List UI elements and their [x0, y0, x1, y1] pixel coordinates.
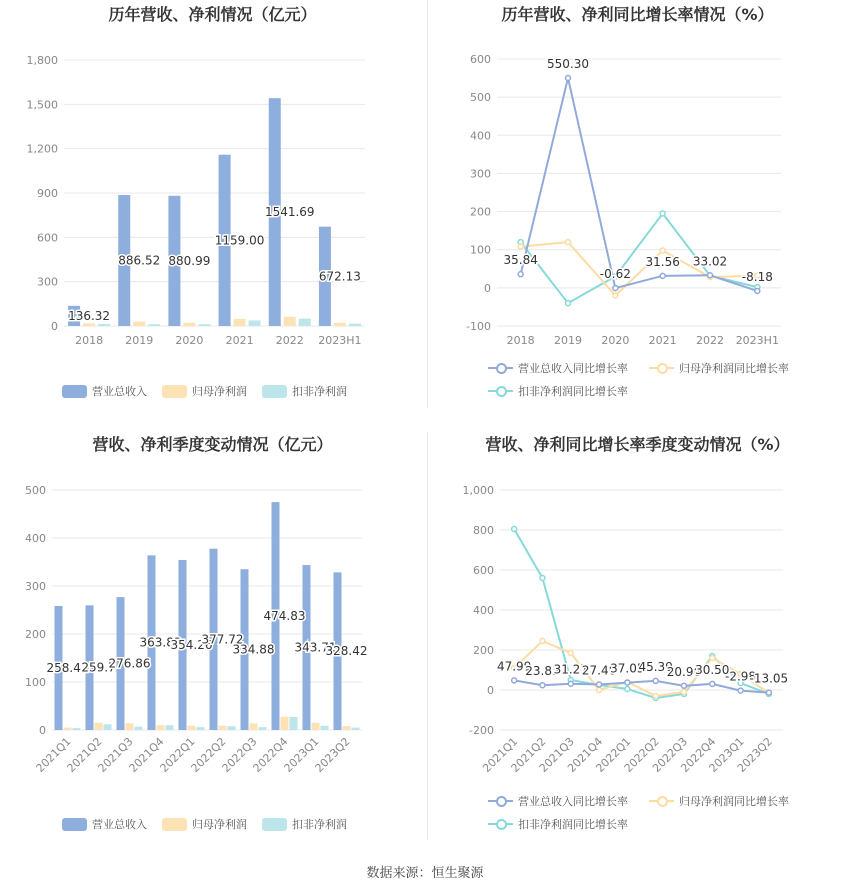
- data-label: 354.26: [170, 637, 213, 652]
- x-tick-label: 2022Q2: [621, 734, 662, 775]
- legend-label: 归母净利润同比增长率: [679, 362, 789, 375]
- chart-quarterly-growth-rate: [425, 430, 850, 855]
- data-point: [710, 656, 715, 661]
- data-point: [540, 576, 545, 581]
- data-point: [540, 639, 545, 644]
- data-point: [597, 688, 602, 693]
- data-point: [681, 690, 686, 695]
- y-tick-label: 900: [37, 187, 58, 200]
- y-tick-label: 0: [487, 684, 494, 697]
- data-label: 334.88: [232, 642, 275, 657]
- bar: [64, 728, 72, 730]
- y-tick-label: 200: [25, 628, 46, 641]
- line-chart-svg: [425, 430, 850, 855]
- bar: [228, 726, 236, 730]
- y-tick-label: 500: [25, 484, 46, 497]
- legend-swatch: [488, 817, 513, 831]
- x-tick-label: 2022: [696, 334, 724, 347]
- legend-label: 归母净利润: [192, 385, 247, 398]
- legend-item-revenue-growth[interactable]: [488, 793, 628, 809]
- legend-swatch: [62, 818, 87, 831]
- y-tick-label: 1,200: [26, 142, 58, 156]
- data-point: [597, 682, 602, 687]
- data-point: [518, 244, 523, 249]
- x-tick-label: 2018: [75, 334, 104, 347]
- data-label: 31.27: [553, 662, 588, 677]
- bar: [349, 324, 361, 326]
- y-tick-label: 300: [25, 580, 46, 593]
- y-tick-label: 200: [470, 205, 491, 219]
- x-tick-label: 2018: [506, 334, 535, 347]
- data-label: -13.05: [749, 671, 789, 686]
- data-point: [660, 273, 665, 278]
- data-point: [518, 272, 523, 277]
- bar: [83, 323, 95, 326]
- data-point: [625, 680, 630, 685]
- data-point: [766, 690, 771, 695]
- data-point: [710, 681, 715, 686]
- data-point: [660, 248, 665, 253]
- legend-swatch: [488, 361, 513, 375]
- data-label: 31.56: [645, 254, 680, 269]
- data-point: [613, 286, 618, 291]
- legend-item-parent-profit[interactable]: [162, 383, 247, 399]
- x-tick-label: 2021Q4: [565, 734, 606, 775]
- x-tick-label: 2022: [275, 334, 304, 347]
- y-tick-label: 500: [470, 91, 491, 105]
- y-tick-label: 1,500: [26, 98, 58, 112]
- y-tick-label: 200: [473, 644, 494, 657]
- data-label: 20.96: [666, 664, 702, 679]
- bar-chart-svg: [0, 430, 425, 855]
- panel-divider: [427, 432, 428, 840]
- data-label: 30.50: [695, 662, 730, 677]
- legend-label: 归母净利润: [192, 818, 247, 831]
- data-point: [660, 211, 665, 216]
- bar: [133, 322, 145, 326]
- x-tick-label: 2023Q1: [706, 734, 747, 775]
- data-label: 672.13: [318, 269, 361, 284]
- data-label: 259.7: [81, 660, 116, 675]
- data-point: [566, 301, 571, 306]
- data-point: [755, 288, 760, 293]
- x-tick-label: 2022Q3: [219, 734, 260, 775]
- data-label: 377.72: [201, 632, 244, 647]
- legend-item-deducted-profit[interactable]: [262, 383, 347, 399]
- legend-swatch: [262, 385, 287, 398]
- data-point: [568, 651, 573, 656]
- legend-label: 扣非净利润同比增长率: [518, 385, 628, 398]
- bar: [334, 323, 346, 326]
- bar: [157, 725, 165, 730]
- y-tick-label: 100: [470, 243, 491, 257]
- panel-divider: [427, 0, 428, 408]
- x-tick-label: 2022Q2: [188, 734, 229, 775]
- y-tick-label: -100: [466, 320, 491, 333]
- bar: [135, 727, 143, 730]
- bar: [95, 723, 103, 730]
- legend-item-revenue-growth[interactable]: [488, 360, 628, 376]
- data-point: [613, 293, 618, 298]
- data-source: 数据来源：恒生聚源: [366, 866, 484, 881]
- data-point: [681, 683, 686, 688]
- data-label: 328.42: [325, 644, 368, 659]
- bar: [197, 727, 205, 730]
- legend-item-deducted-growth[interactable]: [488, 816, 628, 832]
- data-label: -8.18: [741, 269, 773, 284]
- legend-swatch: [162, 818, 187, 831]
- x-tick-label: 2019: [554, 334, 582, 347]
- x-tick-label: 2020: [175, 334, 204, 347]
- y-tick-label: 0: [51, 320, 58, 333]
- data-label: 136.32: [68, 308, 111, 323]
- data-point: [738, 688, 743, 693]
- y-tick-label: 400: [470, 129, 491, 143]
- bar: [98, 324, 110, 326]
- data-point: [566, 240, 571, 245]
- bar: [166, 725, 174, 730]
- legend-swatch: [162, 385, 187, 398]
- data-point: [512, 527, 517, 532]
- legend-swatch: [649, 361, 674, 375]
- data-label: 47.99: [496, 659, 532, 674]
- x-tick-label: 2021Q3: [95, 734, 136, 775]
- data-label: 1541.69: [264, 205, 315, 220]
- y-tick-label: 0: [39, 724, 46, 737]
- data-label: 1159.00: [214, 233, 265, 248]
- bar: [299, 319, 311, 326]
- x-tick-label: 2023Q1: [281, 734, 322, 775]
- chart-title: 营收、净利季度变动情况（亿元）: [92, 435, 333, 454]
- data-point: [512, 678, 517, 683]
- x-tick-label: 2021Q2: [64, 734, 105, 775]
- legend-item-deducted-profit[interactable]: [262, 816, 347, 832]
- data-point: [625, 687, 630, 692]
- bar: [148, 324, 160, 326]
- legend-swatch: [62, 385, 87, 398]
- x-tick-label: 2022Q3: [650, 734, 691, 775]
- data-label: -0.62: [599, 267, 631, 282]
- data-label: -2.98: [725, 669, 757, 684]
- bar: [219, 726, 227, 730]
- bar: [73, 728, 81, 730]
- bar: [249, 320, 261, 326]
- data-point: [653, 678, 658, 683]
- bar: [312, 723, 320, 730]
- data-label: 258.42: [46, 660, 89, 675]
- x-tick-label: 2023H1: [318, 334, 362, 347]
- legend-label: 营业总收入同比增长率: [518, 362, 628, 375]
- data-point: [568, 681, 573, 686]
- data-point: [653, 694, 658, 699]
- x-tick-label: 2021Q4: [126, 734, 167, 775]
- data-point: [540, 683, 545, 688]
- data-label: 35.84: [503, 253, 538, 268]
- data-label: 23.83: [525, 664, 560, 679]
- chart-annual-growth-rate: [425, 0, 850, 420]
- chart-title: 历年营收、净利情况（亿元）: [108, 5, 317, 24]
- y-tick-label: 800: [473, 524, 494, 537]
- legend-label: 营业总收入: [92, 818, 147, 831]
- data-label: 45.39: [638, 659, 673, 674]
- data-label: 474.83: [263, 609, 306, 624]
- x-tick-label: 2022Q4: [678, 734, 719, 775]
- legend-label: 扣非净利润: [292, 818, 347, 831]
- bar: [281, 717, 289, 730]
- legend-item-parent-growth[interactable]: [649, 360, 789, 376]
- bar: [352, 728, 360, 730]
- y-tick-label: -200: [469, 724, 494, 737]
- data-label: 550.30: [547, 56, 589, 71]
- legend-swatch: [488, 384, 513, 398]
- legend-swatch: [488, 794, 513, 808]
- data-point: [708, 273, 713, 278]
- chart-quarterly-revenue-profit: [0, 430, 425, 855]
- x-tick-label: 2023Q2: [312, 734, 353, 775]
- chart-annual-revenue-profit: [0, 0, 425, 420]
- bar: [259, 727, 267, 730]
- data-point: [566, 75, 571, 80]
- bar: [343, 726, 351, 730]
- bar: [188, 726, 196, 730]
- legend-label: 营业总收入同比增长率: [518, 795, 628, 808]
- y-tick-label: 400: [473, 604, 494, 617]
- x-tick-label: 2021Q1: [33, 734, 74, 775]
- data-label: 886.52: [118, 253, 161, 268]
- y-tick-label: 0: [484, 281, 491, 295]
- bar: [250, 723, 258, 730]
- legend-swatch: [649, 794, 674, 808]
- bar: [126, 723, 134, 730]
- legend-label: 扣非净利润: [292, 385, 347, 398]
- data-label: 33.02: [692, 254, 728, 269]
- x-tick-label: 2022Q1: [157, 734, 198, 775]
- y-tick-label: 600: [37, 231, 58, 245]
- data-label: 343.71: [294, 640, 337, 655]
- legend-item-parent-growth[interactable]: [649, 793, 789, 809]
- legend-swatch: [262, 818, 287, 831]
- y-tick-label: 300: [470, 167, 491, 181]
- data-label: 363.83: [139, 635, 182, 650]
- legend-label: 扣非净利润同比增长率: [518, 818, 628, 831]
- x-tick-label: 2019: [125, 334, 154, 347]
- legend-item-revenue[interactable]: [62, 816, 147, 832]
- x-tick-label: 2022Q4: [250, 734, 291, 775]
- x-tick-label: 2021Q2: [508, 734, 549, 775]
- x-tick-label: 2020: [601, 334, 630, 347]
- x-tick-label: 2023Q2: [734, 734, 775, 775]
- x-tick-label: 2021Q3: [536, 734, 577, 775]
- y-tick-label: 400: [25, 532, 46, 545]
- x-tick-label: 2022Q1: [593, 734, 634, 775]
- legend-item-revenue[interactable]: [62, 383, 147, 399]
- bar: [284, 317, 296, 326]
- bar: [234, 319, 246, 326]
- x-tick-label: 2021: [648, 334, 677, 347]
- legend-label: 营业总收入: [92, 385, 147, 398]
- bar-chart-svg: [0, 0, 425, 420]
- data-label: 880.99: [168, 253, 211, 268]
- y-tick-label: 300: [37, 275, 58, 289]
- y-tick-label: 600: [473, 564, 494, 577]
- data-label: 27.40: [581, 663, 617, 678]
- legend-item-deducted-growth[interactable]: [488, 383, 628, 399]
- chart-title: 营收、净利同比增长率季度变动情况（%）: [485, 435, 790, 454]
- bar: [290, 717, 298, 730]
- y-tick-label: 1,000: [462, 484, 494, 497]
- line-chart-svg: [425, 0, 850, 420]
- chart-title: 历年营收、净利同比增长率情况（%）: [501, 5, 774, 24]
- x-tick-label: 2021: [225, 334, 254, 347]
- bar: [104, 724, 112, 730]
- data-label: 276.86: [108, 656, 151, 671]
- x-tick-label: 2021Q1: [480, 734, 521, 775]
- legend-label: 归母净利润同比增长率: [679, 795, 789, 808]
- legend-item-parent-profit[interactable]: [162, 816, 247, 832]
- bar: [198, 324, 210, 326]
- y-tick-label: 1,800: [26, 54, 58, 67]
- x-tick-label: 2023H1: [735, 334, 779, 347]
- bar: [321, 726, 329, 730]
- data-label: 37.05: [610, 661, 645, 676]
- bar: [183, 323, 195, 326]
- y-tick-label: 100: [25, 676, 46, 689]
- y-tick-label: 600: [470, 53, 491, 66]
